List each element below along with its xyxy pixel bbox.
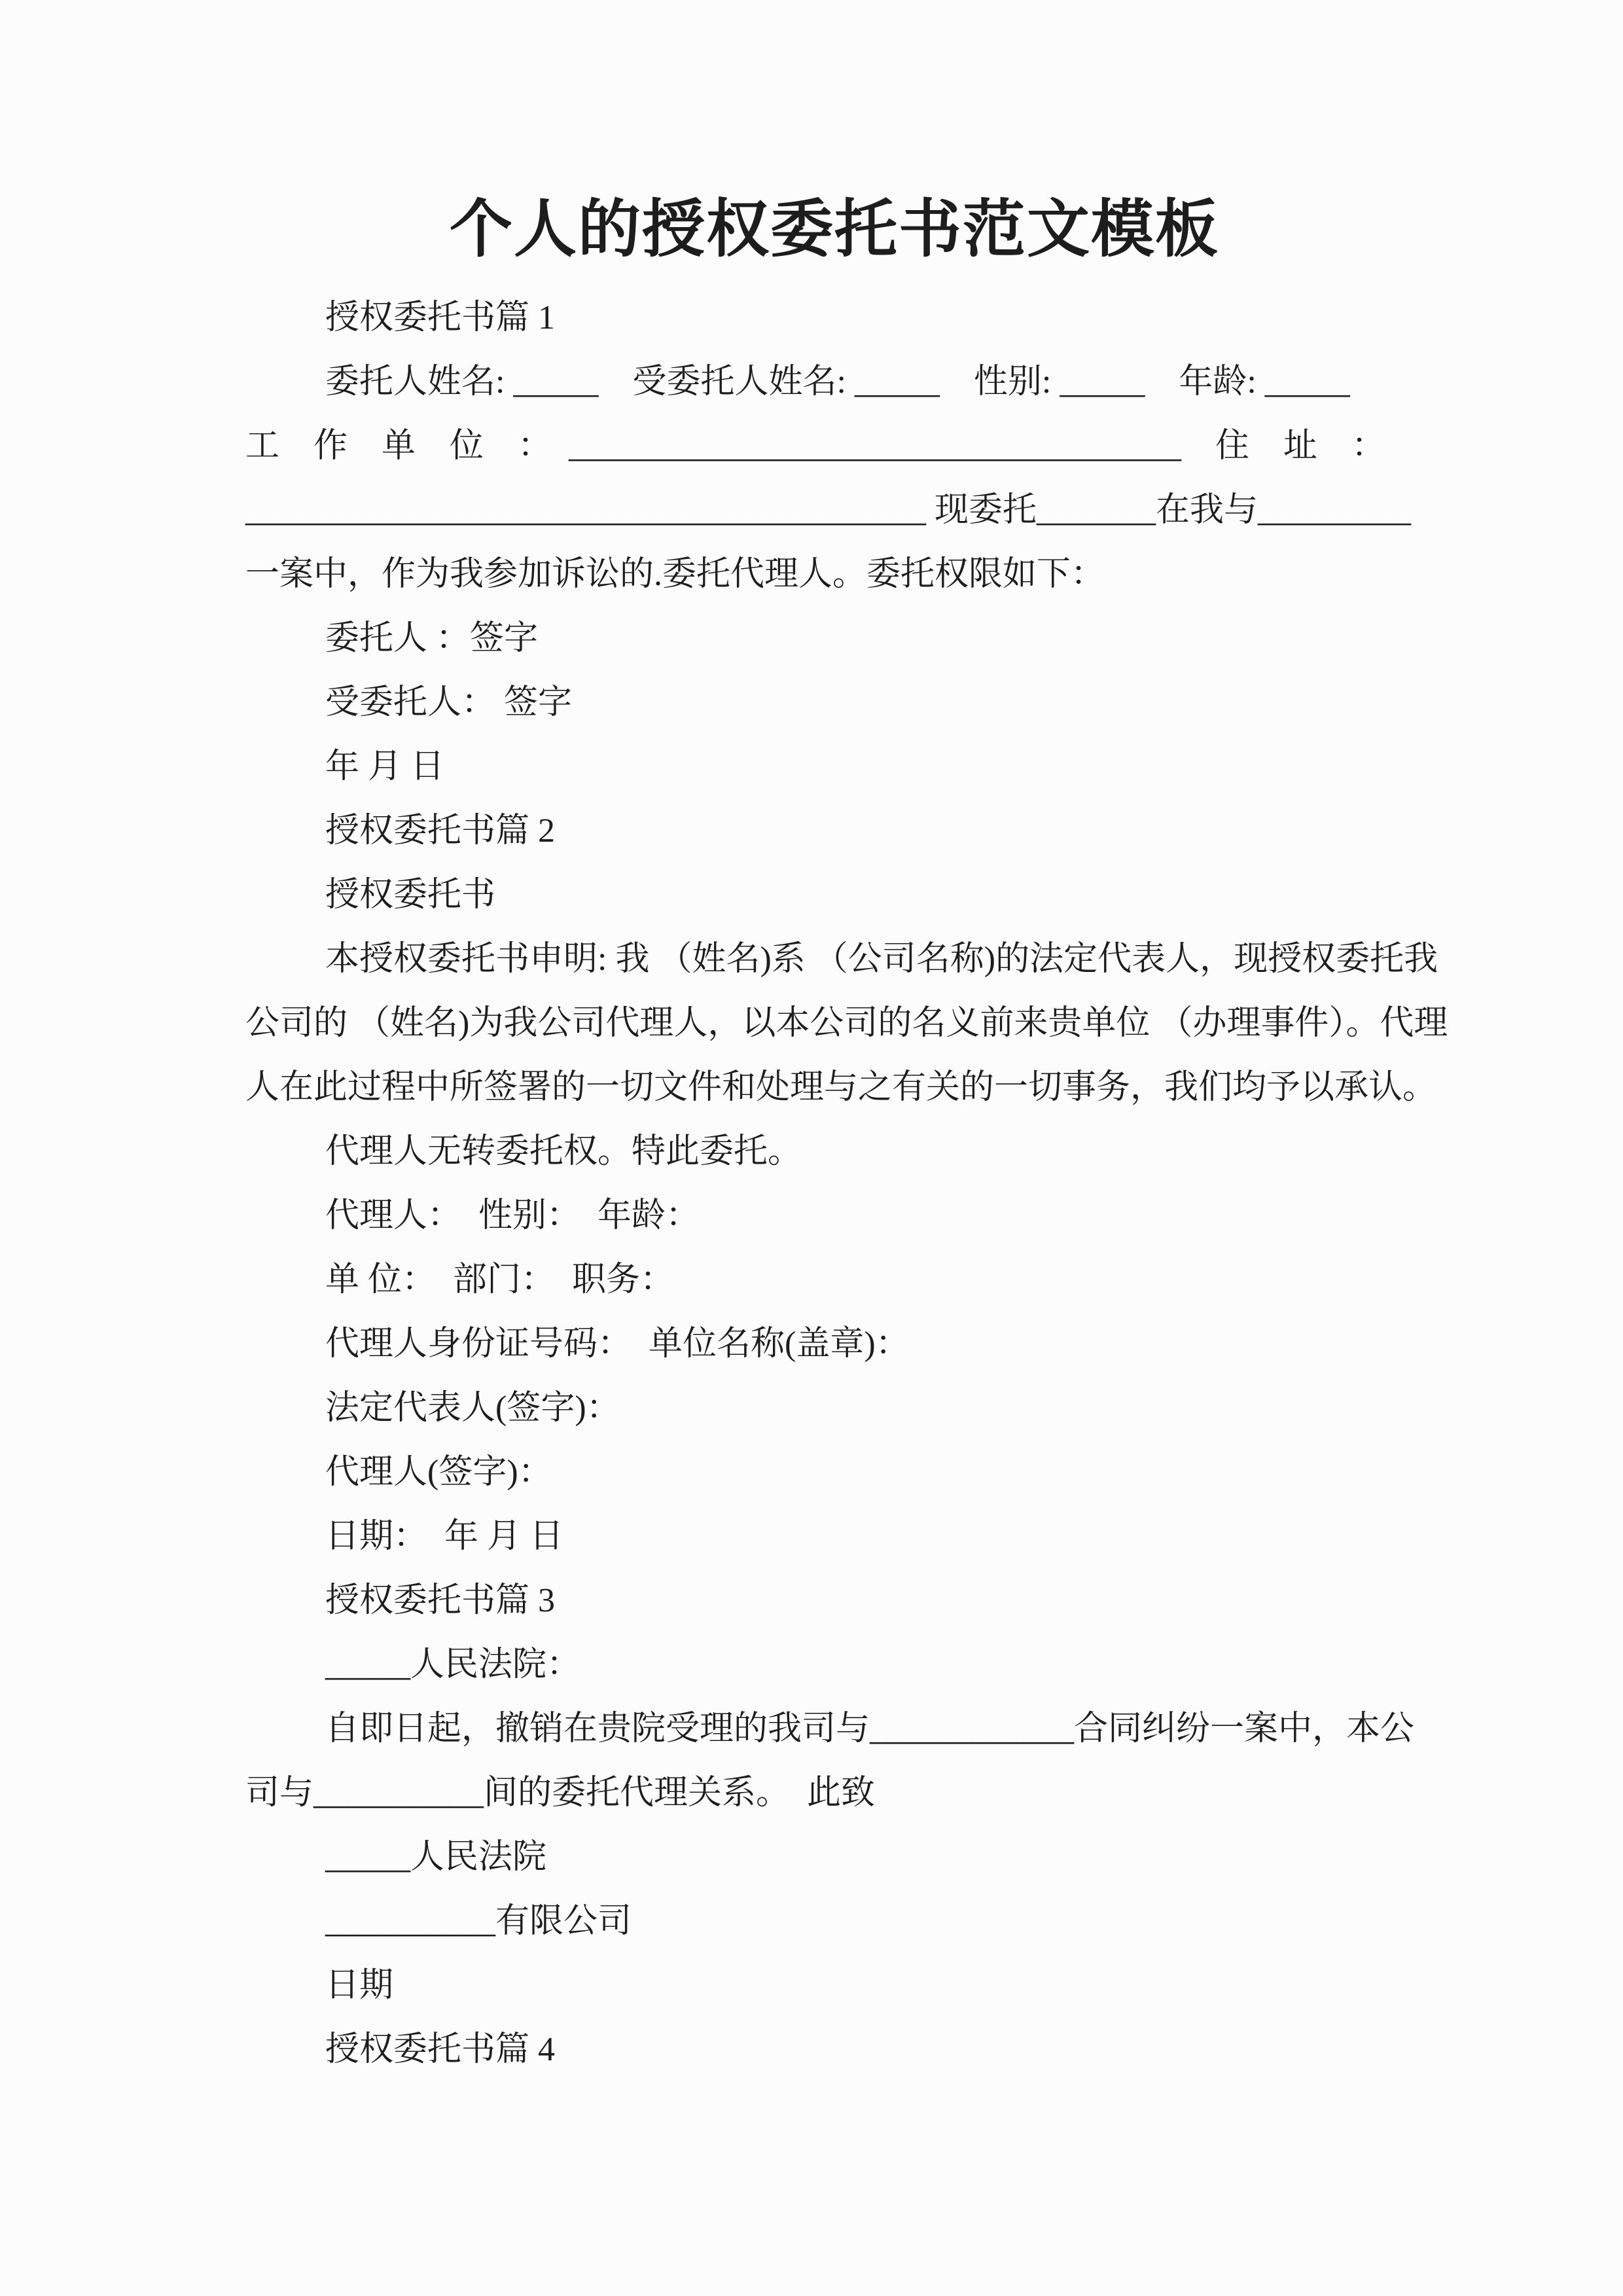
document-line: 人在此过程中所签署的一切文件和处理与之有关的一切事务，我们均予以承认。 bbox=[245, 1069, 1437, 1106]
document-line: 公司的 （姓名)为我公司代理人，以本公司的名义前来贵单位 （办理事件）。代理 bbox=[245, 1005, 1448, 1042]
document-line: 委托人 ：签字 bbox=[325, 620, 539, 657]
document-line: 代理人身份证号码： 单位名称(盖章)： bbox=[325, 1325, 910, 1363]
document-line: 授权委托书篇 4 bbox=[325, 2031, 556, 2068]
document-content bbox=[245, 193, 1448, 2082]
document-line: 代理人(签字)： bbox=[325, 1454, 552, 1491]
document-line: 自即日起，撤销在贵院受理的我司与____________合同纠纷一案中，本公 bbox=[325, 1710, 1415, 1748]
document-line: 授权委托书篇 3 bbox=[325, 1582, 556, 1619]
document-line: 一案中，作为我参加诉讼的.委托代理人。委托权限如下： bbox=[245, 556, 1105, 593]
document-line: ________________________________________ 现委托_______在我与_________ bbox=[245, 492, 1412, 529]
document-line: __________有限公司 bbox=[325, 1903, 632, 1940]
document-line: 单 位： 部门： 职务： bbox=[325, 1261, 675, 1299]
document-line: 法定代表人(签字)： bbox=[325, 1390, 620, 1427]
document-line: 授权委托书 bbox=[325, 876, 496, 914]
document-line: 日期 bbox=[325, 1967, 394, 2004]
document-line: 授权委托书篇 2 bbox=[325, 812, 556, 850]
document-line: 工 作 单 位 ： ____________________________________ 住 址 ： bbox=[245, 427, 1386, 465]
document-line: 受委托人： 签字 bbox=[325, 684, 573, 721]
document-line: _____人民法院： bbox=[325, 1646, 581, 1683]
document-line: 日期： 年 月 日 bbox=[325, 1518, 564, 1555]
document-line: 年 月 日 bbox=[325, 748, 445, 785]
document-line: 司与__________间的委托代理关系。 此致 bbox=[245, 1774, 876, 1812]
document-line: 代理人无转委托权。特此委托。 bbox=[325, 1133, 802, 1170]
document-title: 个人的授权委托书范文模板 bbox=[450, 194, 1219, 264]
document-line: _____人民法院 bbox=[325, 1839, 547, 1876]
document-line: 代理人： 性别： 年龄： bbox=[325, 1197, 700, 1234]
document-line: 委托人姓名: _____ 受委托人姓名: _____ 性别: _____ 年龄: _____ bbox=[325, 363, 1350, 401]
document-line: 授权委托书篇 1 bbox=[325, 299, 556, 336]
document-line: 本授权委托书申明: 我 （姓名)系 （公司名称)的法定代表人，现授权委托我 bbox=[325, 941, 1438, 978]
